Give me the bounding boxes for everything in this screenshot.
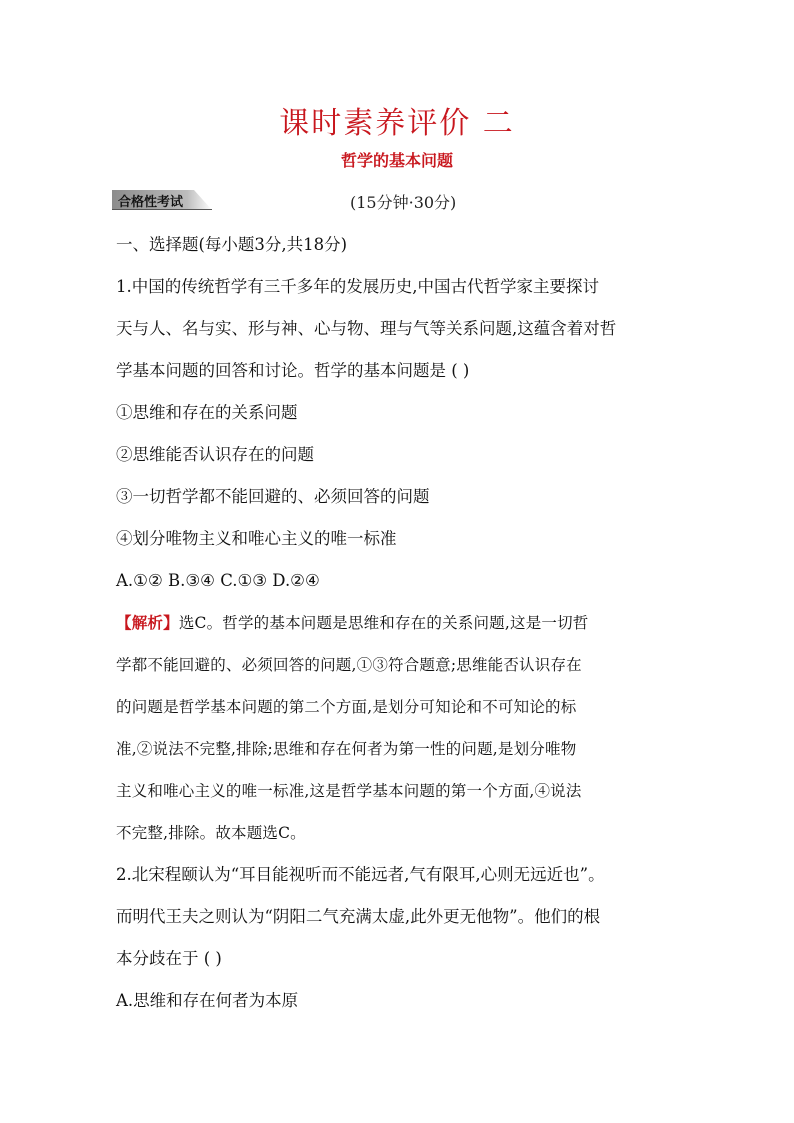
analysis-text: 选C。哲学的基本问题是思维和存在的关系问题,这是一切哲	[178, 614, 589, 632]
q1-stem-line: 学基本问题的回答和讨论。哲学的基本问题是 ( )	[116, 361, 470, 380]
q1-option: ②思维能否认识存在的问题	[116, 445, 314, 464]
analysis-line: 主义和唯心主义的唯一标准,这是哲学基本问题的第一个方面,④说法	[116, 782, 582, 800]
q1-stem-line: 1.中国的传统哲学有三千多年的发展历史,中国古代哲学家主要探讨	[116, 277, 599, 296]
analysis-line: 不完整,排除。故本题选C。	[116, 824, 306, 842]
q1-option: ④划分唯物主义和唯心主义的唯一标准	[116, 529, 397, 548]
q1-option: ③一切哲学都不能回避的、必须回答的问题	[116, 487, 430, 506]
section-tab	[112, 190, 212, 210]
q2-stem-line: 而明代王夫之则认为“阴阳二气充满太虚,此外更无他物”。他们的根	[116, 907, 601, 926]
page-subtitle: 哲学的基本问题	[340, 151, 453, 170]
q1-choices: A.①② B.③④ C.①③ D.②④	[116, 571, 320, 590]
question-block	[116, 224, 686, 1022]
analysis-tag: 【解析】	[116, 614, 179, 632]
q1-analysis	[116, 602, 686, 854]
q2-option-a: A.思维和存在何者为本原	[116, 991, 299, 1010]
q2-stem-line: 2.北宋程颐认为“耳目能视听而不能远者,气有限耳,心则无远近也”。	[116, 865, 605, 884]
page-title: 课时素养评价 二	[279, 106, 515, 141]
section-timing: (15分钟·30分)	[350, 193, 457, 212]
q1-option: ①思维和存在的关系问题	[116, 403, 298, 422]
part-heading: 一、选择题(每小题3分,共18分)	[116, 235, 348, 254]
q2-stem-line: 本分歧在于 ( )	[116, 949, 222, 968]
section-tab-label: 合格性考试	[118, 195, 184, 210]
analysis-line: 的问题是哲学基本问题的第二个方面,是划分可知论和不可知论的标	[116, 698, 577, 716]
analysis-line-first	[116, 602, 686, 644]
q1-stem-line: 天与人、名与实、形与神、心与物、理与气等关系问题,这蕴含着对哲	[116, 319, 617, 338]
analysis-line: 准,②说法不完整,排除;思维和存在何者为第一性的问题,是划分唯物	[116, 740, 577, 758]
analysis-line: 学都不能回避的、必须回答的问题,①③符合题意;思维能否认识存在	[116, 656, 582, 674]
